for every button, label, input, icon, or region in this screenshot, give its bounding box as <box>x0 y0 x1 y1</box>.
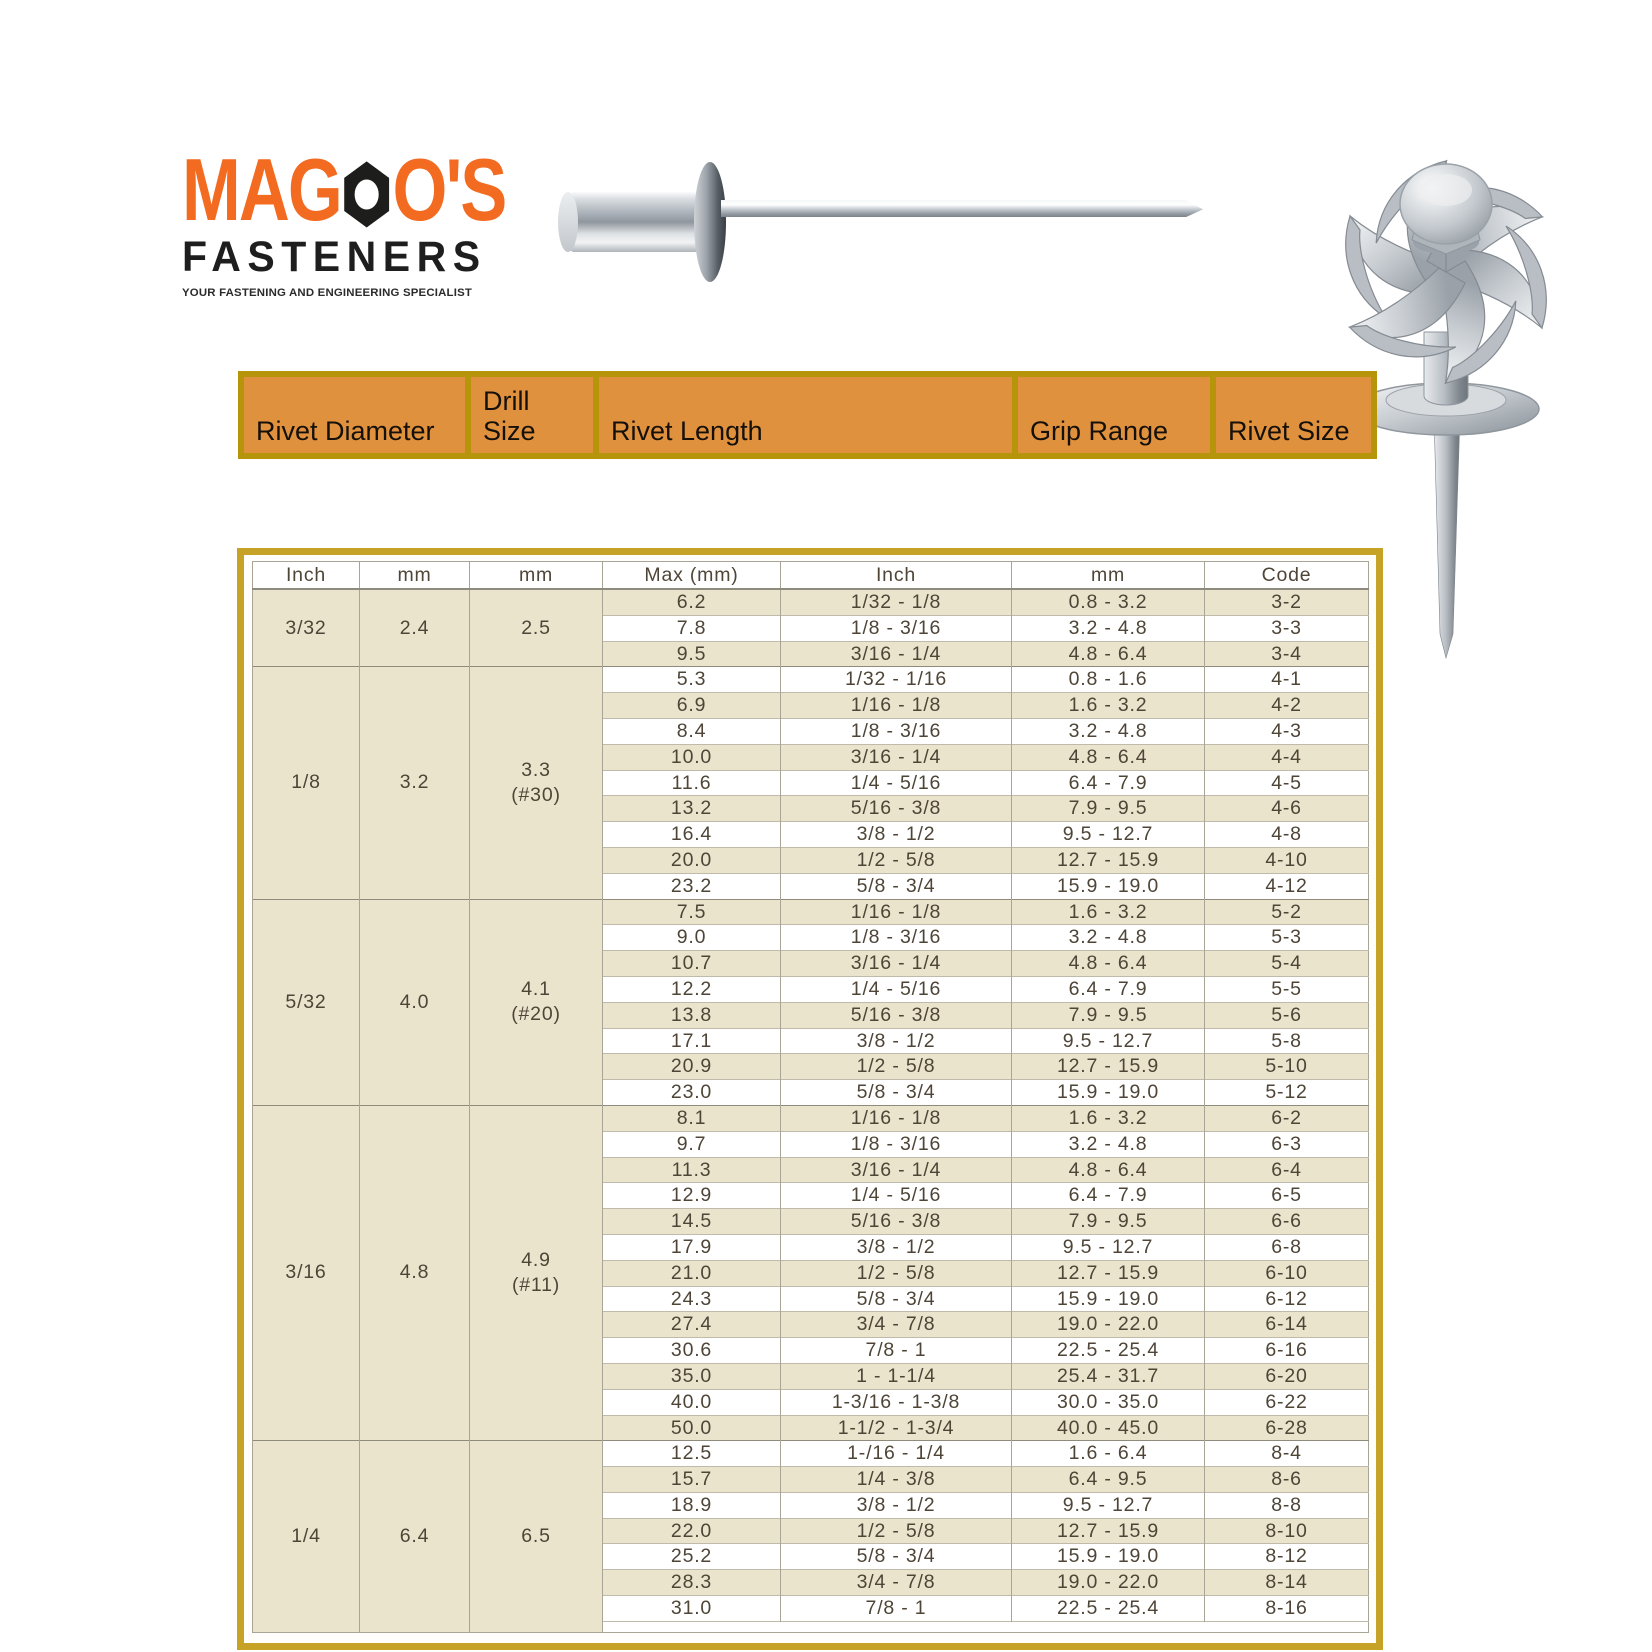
table-cell: 10.0 <box>603 744 781 770</box>
table-cell: 30.6 <box>603 1338 781 1364</box>
table-cell: 25.2 <box>603 1544 781 1570</box>
table-cell: 3/8 - 1/2 <box>781 1492 1012 1518</box>
table-cell: 8.4 <box>603 718 781 744</box>
group-diameter-inch: 5/32 <box>253 899 360 1105</box>
table-cell: 4-1 <box>1205 667 1369 693</box>
col-header-length-max-mm: Max (mm) <box>603 562 781 590</box>
table-cell: 5/8 - 3/4 <box>781 873 1012 899</box>
logo-brand-text <box>182 142 505 240</box>
table-cell: 4-10 <box>1205 847 1369 873</box>
table-cell: 9.5 - 12.7 <box>1012 1028 1205 1054</box>
table-cell: 1/8 - 3/16 <box>781 925 1012 951</box>
table-cell: 1.6 - 6.4 <box>1012 1441 1205 1467</box>
col-header-drill-mm: mm <box>470 562 603 590</box>
table-cell: 3.2 - 4.8 <box>1012 1131 1205 1157</box>
table-row <box>253 589 1369 615</box>
table-cell: 6-12 <box>1205 1286 1369 1312</box>
table-cell: 5/8 - 3/4 <box>781 1080 1012 1106</box>
blind-rivet-photo <box>558 158 1208 288</box>
hex-nut-icon <box>342 154 392 235</box>
table-cell: 15.9 - 19.0 <box>1012 1286 1205 1312</box>
table-cell: 21.0 <box>603 1260 781 1286</box>
table-cell: 1/8 - 3/16 <box>781 615 1012 641</box>
group-diameter-mm: 4.0 <box>360 899 470 1105</box>
logo-tagline: YOUR FASTENING AND ENGINEERING SPECIALIST <box>182 287 473 299</box>
table-cell: 50.0 <box>603 1415 781 1441</box>
table-cell: 11.6 <box>603 770 781 796</box>
table-cell: 5-10 <box>1205 1054 1369 1080</box>
group-drill-mm: 3.3 (#30) <box>470 667 603 899</box>
table-cell: 7.9 - 9.5 <box>1012 1209 1205 1235</box>
table-cell: 1/32 - 1/8 <box>781 589 1012 615</box>
table-cell: 4-2 <box>1205 693 1369 719</box>
table-cell: 8-12 <box>1205 1544 1369 1570</box>
table-cell: 5-8 <box>1205 1028 1369 1054</box>
table-cell: 6-4 <box>1205 1157 1369 1183</box>
table-cell: 3.2 - 4.8 <box>1012 925 1205 951</box>
table-cell: 1/2 - 5/8 <box>781 1054 1012 1080</box>
table-cell: 35.0 <box>603 1363 781 1389</box>
table-cell: 20.9 <box>603 1054 781 1080</box>
table-cell: 4-4 <box>1205 744 1369 770</box>
group-drill-mm: 6.5 <box>470 1441 603 1633</box>
rivet-flange <box>694 162 726 282</box>
table-cell: 12.9 <box>603 1183 781 1209</box>
table-cell: 3.2 - 4.8 <box>1012 615 1205 641</box>
table-cell: 8-4 <box>1205 1441 1369 1467</box>
table-cell: 30.0 - 35.0 <box>1012 1389 1205 1415</box>
table-cell: 6-20 <box>1205 1363 1369 1389</box>
table-cell: 1/4 - 5/16 <box>781 976 1012 1002</box>
table-cell: 40.0 - 45.0 <box>1012 1415 1205 1441</box>
table-cell: 0.8 - 1.6 <box>1012 667 1205 693</box>
table-cell: 1/32 - 1/16 <box>781 667 1012 693</box>
table-cell: 5-4 <box>1205 951 1369 977</box>
table-cell: 1/8 - 3/16 <box>781 1131 1012 1157</box>
table-cell: 6-5 <box>1205 1183 1369 1209</box>
table-cell: 1/16 - 1/8 <box>781 1105 1012 1131</box>
col-header-code: Code <box>1205 562 1369 590</box>
logo-brand-part1: MAG <box>182 142 341 240</box>
group-diameter-mm: 2.4 <box>360 589 470 667</box>
table-cell: 6-2 <box>1205 1105 1369 1131</box>
table-cell: 12.7 - 15.9 <box>1012 1518 1205 1544</box>
table-cell: 4.8 - 6.4 <box>1012 641 1205 667</box>
rivet-body-end <box>558 192 578 252</box>
table-cell: 1/2 - 5/8 <box>781 1260 1012 1286</box>
table-cell: 8-16 <box>1205 1596 1369 1622</box>
table-cell: 6.4 - 7.9 <box>1012 1183 1205 1209</box>
table-cell: 6-28 <box>1205 1415 1369 1441</box>
band-col-drill-size: Drill Size <box>471 377 593 453</box>
table-cell: 1/4 - 5/16 <box>781 770 1012 796</box>
table-cell: 4-8 <box>1205 822 1369 848</box>
table-row <box>253 1441 1369 1467</box>
table-cell: 7.9 - 9.5 <box>1012 1002 1205 1028</box>
logo-brand-part2: O'S <box>392 142 506 240</box>
table-cell: 28.3 <box>603 1570 781 1596</box>
table-cell: 18.9 <box>603 1492 781 1518</box>
table-cell: 7/8 - 1 <box>781 1596 1012 1622</box>
table-filler-cell <box>603 1621 1369 1632</box>
table-cell: 6-16 <box>1205 1338 1369 1364</box>
table-cell: 22.5 - 25.4 <box>1012 1596 1205 1622</box>
table-cell: 12.7 - 15.9 <box>1012 1260 1205 1286</box>
table-cell: 22.5 - 25.4 <box>1012 1338 1205 1364</box>
table-cell: 3.2 - 4.8 <box>1012 718 1205 744</box>
table-cell: 3/8 - 1/2 <box>781 1028 1012 1054</box>
group-drill-mm: 4.9 (#11) <box>470 1105 603 1440</box>
table-cell: 3/4 - 7/8 <box>781 1312 1012 1338</box>
table-cell: 9.5 - 12.7 <box>1012 822 1205 848</box>
table-cell: 17.1 <box>603 1028 781 1054</box>
table-cell: 9.5 - 12.7 <box>1012 1234 1205 1260</box>
table-cell: 1/4 - 3/8 <box>781 1467 1012 1493</box>
table-cell: 9.5 <box>603 641 781 667</box>
table-cell: 6-22 <box>1205 1389 1369 1415</box>
table-cell: 15.9 - 19.0 <box>1012 873 1205 899</box>
table-cell: 20.0 <box>603 847 781 873</box>
rivet-spec-grid <box>252 561 1369 1633</box>
table-cell: 3/16 - 1/4 <box>781 951 1012 977</box>
table-cell: 6-6 <box>1205 1209 1369 1235</box>
table-cell: 13.2 <box>603 796 781 822</box>
table-cell: 1-1/2 - 1-3/4 <box>781 1415 1012 1441</box>
table-cell: 3/8 - 1/2 <box>781 1234 1012 1260</box>
band-col-rivet-size: Rivet Size <box>1216 377 1371 453</box>
table-cell: 3-4 <box>1205 641 1369 667</box>
group-diameter-inch: 1/4 <box>253 1441 360 1633</box>
band-col-rivet-diameter: Rivet Diameter <box>244 377 465 453</box>
table-cell: 4-3 <box>1205 718 1369 744</box>
table-cell: 6.2 <box>603 589 781 615</box>
col-header-grip-mm: mm <box>1012 562 1205 590</box>
table-cell: 4-6 <box>1205 796 1369 822</box>
sub-header-row <box>253 562 1369 590</box>
table-cell: 40.0 <box>603 1389 781 1415</box>
table-cell: 7.8 <box>603 615 781 641</box>
table-cell: 19.0 - 22.0 <box>1012 1570 1205 1596</box>
table-cell: 27.4 <box>603 1312 781 1338</box>
band-col-rivet-length: Rivet Length <box>599 377 1012 453</box>
table-cell: 6.4 - 7.9 <box>1012 976 1205 1002</box>
table-cell: 4-5 <box>1205 770 1369 796</box>
table-row <box>253 667 1369 693</box>
table-cell: 8-6 <box>1205 1467 1369 1493</box>
col-header-diameter-inch: Inch <box>253 562 360 590</box>
group-drill-mm: 4.1 (#20) <box>470 899 603 1105</box>
table-cell: 4-12 <box>1205 873 1369 899</box>
table-cell: 1/8 - 3/16 <box>781 718 1012 744</box>
table-cell: 12.5 <box>603 1441 781 1467</box>
table-cell: 5.3 <box>603 667 781 693</box>
group-diameter-mm: 3.2 <box>360 667 470 899</box>
table-cell: 1/16 - 1/8 <box>781 899 1012 925</box>
table-cell: 6.4 - 9.5 <box>1012 1467 1205 1493</box>
table-cell: 6-10 <box>1205 1260 1369 1286</box>
table-cell: 1-/16 - 1/4 <box>781 1441 1012 1467</box>
logo <box>182 142 512 299</box>
table-cell: 7/8 - 1 <box>781 1338 1012 1364</box>
table-cell: 15.9 - 19.0 <box>1012 1544 1205 1570</box>
table-cell: 5-12 <box>1205 1080 1369 1106</box>
col-header-diameter-mm: mm <box>360 562 470 590</box>
group-diameter-inch: 3/32 <box>253 589 360 667</box>
table-cell: 5-6 <box>1205 1002 1369 1028</box>
table-cell: 6.9 <box>603 693 781 719</box>
group-drill-mm: 2.5 <box>470 589 603 667</box>
table-cell: 3-2 <box>1205 589 1369 615</box>
table-cell: 5/16 - 3/8 <box>781 796 1012 822</box>
table-cell: 1/2 - 5/8 <box>781 1518 1012 1544</box>
table-cell: 5-5 <box>1205 976 1369 1002</box>
table-cell: 17.9 <box>603 1234 781 1260</box>
table-cell: 5-2 <box>1205 899 1369 925</box>
table-cell: 6-8 <box>1205 1234 1369 1260</box>
table-cell: 4.8 - 6.4 <box>1012 744 1205 770</box>
table-row <box>253 1105 1369 1131</box>
table-cell: 7.9 - 9.5 <box>1012 796 1205 822</box>
table-cell: 8-8 <box>1205 1492 1369 1518</box>
table-cell: 13.8 <box>603 1002 781 1028</box>
table-cell: 3-3 <box>1205 615 1369 641</box>
table-cell: 1 - 1-1/4 <box>781 1363 1012 1389</box>
table-cell: 5/8 - 3/4 <box>781 1286 1012 1312</box>
table-cell: 15.7 <box>603 1467 781 1493</box>
table-cell: 5-3 <box>1205 925 1369 951</box>
table-cell: 24.3 <box>603 1286 781 1312</box>
rivet-body <box>564 192 704 252</box>
rivet-mandrel <box>721 200 1203 217</box>
table-cell: 3/4 - 7/8 <box>781 1570 1012 1596</box>
table-cell: 8-14 <box>1205 1570 1369 1596</box>
table-cell: 25.4 - 31.7 <box>1012 1363 1205 1389</box>
table-cell: 3/8 - 1/2 <box>781 822 1012 848</box>
table-cell: 4.8 - 6.4 <box>1012 951 1205 977</box>
table-cell: 14.5 <box>603 1209 781 1235</box>
table-cell: 1.6 - 3.2 <box>1012 1105 1205 1131</box>
spec-header-band <box>238 371 1377 459</box>
table-cell: 15.9 - 19.0 <box>1012 1080 1205 1106</box>
table-cell: 12.7 - 15.9 <box>1012 847 1205 873</box>
table-cell: 8.1 <box>603 1105 781 1131</box>
rivet-table-body <box>253 589 1369 1632</box>
group-diameter-inch: 1/8 <box>253 667 360 899</box>
table-cell: 8-10 <box>1205 1518 1369 1544</box>
table-cell: 23.0 <box>603 1080 781 1106</box>
table-cell: 6-3 <box>1205 1131 1369 1157</box>
rivet-spec-table <box>237 548 1383 1650</box>
table-cell: 16.4 <box>603 822 781 848</box>
table-cell: 1/2 - 5/8 <box>781 847 1012 873</box>
table-cell: 0.8 - 3.2 <box>1012 589 1205 615</box>
table-cell: 4.8 - 6.4 <box>1012 1157 1205 1183</box>
group-diameter-inch: 3/16 <box>253 1105 360 1440</box>
table-cell: 5/16 - 3/8 <box>781 1002 1012 1028</box>
table-cell: 22.0 <box>603 1518 781 1544</box>
table-cell: 3/16 - 1/4 <box>781 1157 1012 1183</box>
table-cell: 1.6 - 3.2 <box>1012 693 1205 719</box>
table-cell: 9.5 - 12.7 <box>1012 1492 1205 1518</box>
table-cell: 12.7 - 15.9 <box>1012 1054 1205 1080</box>
table-cell: 6-14 <box>1205 1312 1369 1338</box>
band-col-grip-range: Grip Range <box>1018 377 1210 453</box>
table-cell: 23.2 <box>603 873 781 899</box>
table-cell: 11.3 <box>603 1157 781 1183</box>
group-diameter-mm: 6.4 <box>360 1441 470 1633</box>
logo-name-line2: FASTENERS <box>182 232 487 281</box>
table-cell: 1/16 - 1/8 <box>781 693 1012 719</box>
table-cell: 9.7 <box>603 1131 781 1157</box>
table-cell: 6.4 - 7.9 <box>1012 770 1205 796</box>
table-cell: 5/8 - 3/4 <box>781 1544 1012 1570</box>
table-row <box>253 899 1369 925</box>
table-cell: 7.5 <box>603 899 781 925</box>
table-cell: 9.0 <box>603 925 781 951</box>
table-cell: 12.2 <box>603 976 781 1002</box>
col-header-length-inch: Inch <box>781 562 1012 590</box>
table-cell: 1.6 - 3.2 <box>1012 899 1205 925</box>
group-diameter-mm: 4.8 <box>360 1105 470 1440</box>
table-cell: 3/16 - 1/4 <box>781 641 1012 667</box>
table-cell: 3/16 - 1/4 <box>781 744 1012 770</box>
table-cell: 31.0 <box>603 1596 781 1622</box>
table-cell: 1/4 - 5/16 <box>781 1183 1012 1209</box>
table-cell: 5/16 - 3/8 <box>781 1209 1012 1235</box>
table-cell: 19.0 - 22.0 <box>1012 1312 1205 1338</box>
table-cell: 10.7 <box>603 951 781 977</box>
table-cell: 1-3/16 - 1-3/8 <box>781 1389 1012 1415</box>
